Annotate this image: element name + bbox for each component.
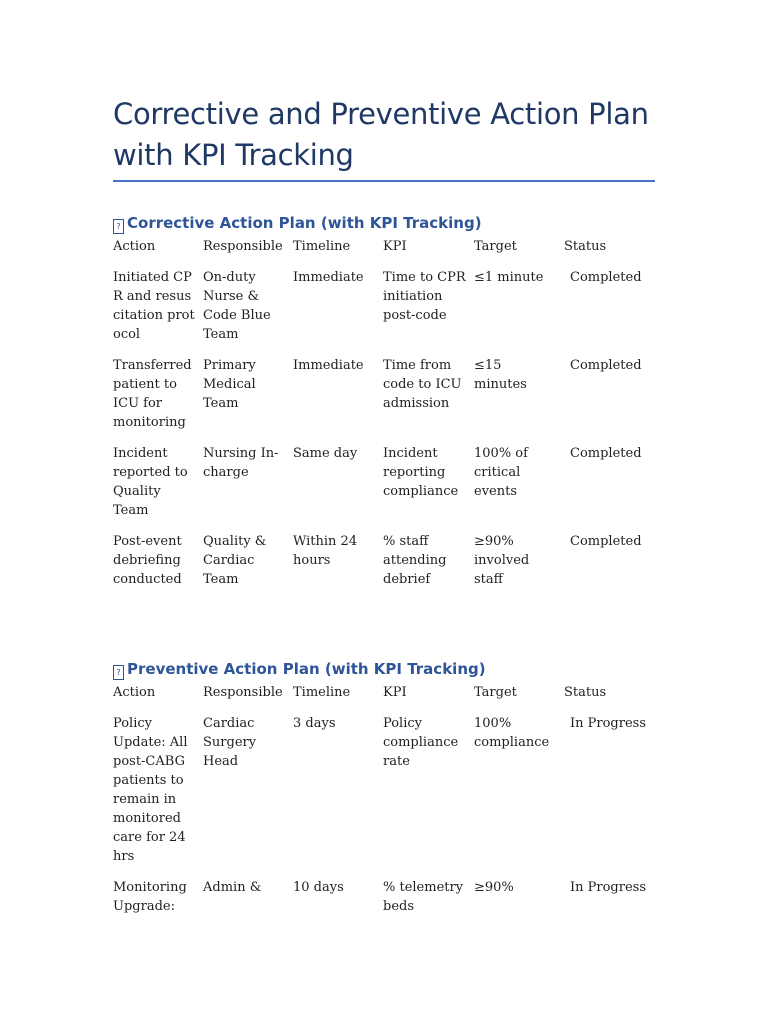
cell-status (564, 714, 658, 878)
cell-timeline: 10 days (293, 880, 344, 895)
cell-timeline: 3 days (293, 716, 336, 731)
document-title: Corrective and Preventive Action Plan with KPI Tracking (113, 97, 649, 172)
cell-kpi: Policy compliance rate (383, 716, 459, 769)
cell-kpi: % telemetry beds (383, 880, 464, 914)
status-text: Completed (570, 446, 642, 461)
status-text: Completed (570, 358, 642, 373)
cell-target: ≤1 minute (474, 270, 544, 285)
cell-status (564, 356, 658, 444)
table-row (113, 268, 658, 356)
table-row (113, 356, 658, 444)
column-header-status: Status (564, 685, 607, 700)
column-header-action: Action (113, 239, 156, 254)
column-header-target: Target (474, 239, 517, 254)
cell-responsible: Admin & (203, 880, 262, 895)
column-header-responsible: Responsible (203, 239, 283, 254)
cell-kpi: Incident reporting compliance (383, 446, 459, 499)
column-header-timeline: Timeline (293, 685, 351, 700)
cell-action: Post-event debriefing conducted (113, 534, 182, 587)
cell-timeline: Within 24 hours (293, 534, 358, 568)
corrective-action-table (113, 237, 658, 601)
corrective-heading (113, 213, 482, 234)
cell-action: Policy Update: All post-CABG patients to remain in monitored care for 24 hrs (113, 716, 188, 864)
preventive-heading (113, 659, 486, 680)
cell-action: Monitoring Upgrade: (113, 880, 187, 914)
status-text: Completed (570, 534, 642, 549)
table-row (113, 532, 658, 601)
missing-glyph-icon: ? (113, 665, 124, 680)
cell-responsible: Nursing In-charge (203, 446, 279, 480)
cell-target: ≤15 minutes (474, 358, 527, 392)
table-row (113, 878, 658, 928)
cell-kpi: Time to CPR initiation post-code (383, 270, 466, 323)
cell-target: ≥90% (474, 880, 514, 895)
cell-responsible: Quality & Cardiac Team (203, 534, 267, 587)
status-text: Completed (570, 270, 642, 285)
column-header-responsible: Responsible (203, 685, 283, 700)
status-text: In Progress (570, 880, 647, 895)
cell-action: Transferred patient to ICU for monitoring (113, 358, 192, 430)
table-row (113, 444, 658, 532)
preventive-action-table (113, 683, 658, 928)
cell-target: ≥90% involved staff (474, 534, 530, 587)
cell-target: 100% compliance (474, 716, 550, 750)
cell-responsible: Primary Medical Team (203, 358, 256, 411)
column-header-target: Target (474, 685, 517, 700)
table-header-row (113, 237, 658, 268)
cell-timeline: Immediate (293, 358, 364, 373)
corrective-heading-text: Corrective Action Plan (with KPI Tracking) (127, 214, 482, 232)
cell-timeline: Immediate (293, 270, 364, 285)
cell-responsible: Cardiac Surgery Head (203, 716, 257, 769)
cell-status (564, 268, 658, 356)
missing-glyph-icon: ? (113, 219, 124, 234)
status-text: In Progress (570, 716, 647, 731)
title-underline (113, 180, 655, 182)
cell-target: 100% of critical events (474, 446, 528, 499)
cell-kpi: Time from code to ICU admission (383, 358, 462, 411)
cell-kpi: % staff attending debrief (383, 534, 447, 587)
column-header-timeline: Timeline (293, 239, 351, 254)
preventive-heading-text: Preventive Action Plan (with KPI Tracking) (127, 660, 486, 678)
column-header-kpi: KPI (383, 239, 407, 254)
column-header-kpi: KPI (383, 685, 407, 700)
cell-responsible: On-duty Nurse & Code Blue Team (203, 270, 271, 342)
table-header-row (113, 683, 658, 714)
table-row (113, 714, 658, 878)
column-header-status: Status (564, 239, 607, 254)
cell-action: Initiated CPR and resuscitation protocol (113, 270, 195, 342)
cell-status (564, 444, 658, 532)
column-header-action: Action (113, 685, 156, 700)
cell-status (564, 878, 658, 928)
cell-action: Incident reported to Quality Team (113, 446, 188, 518)
cell-timeline: Same day (293, 446, 358, 461)
cell-status (564, 532, 658, 601)
